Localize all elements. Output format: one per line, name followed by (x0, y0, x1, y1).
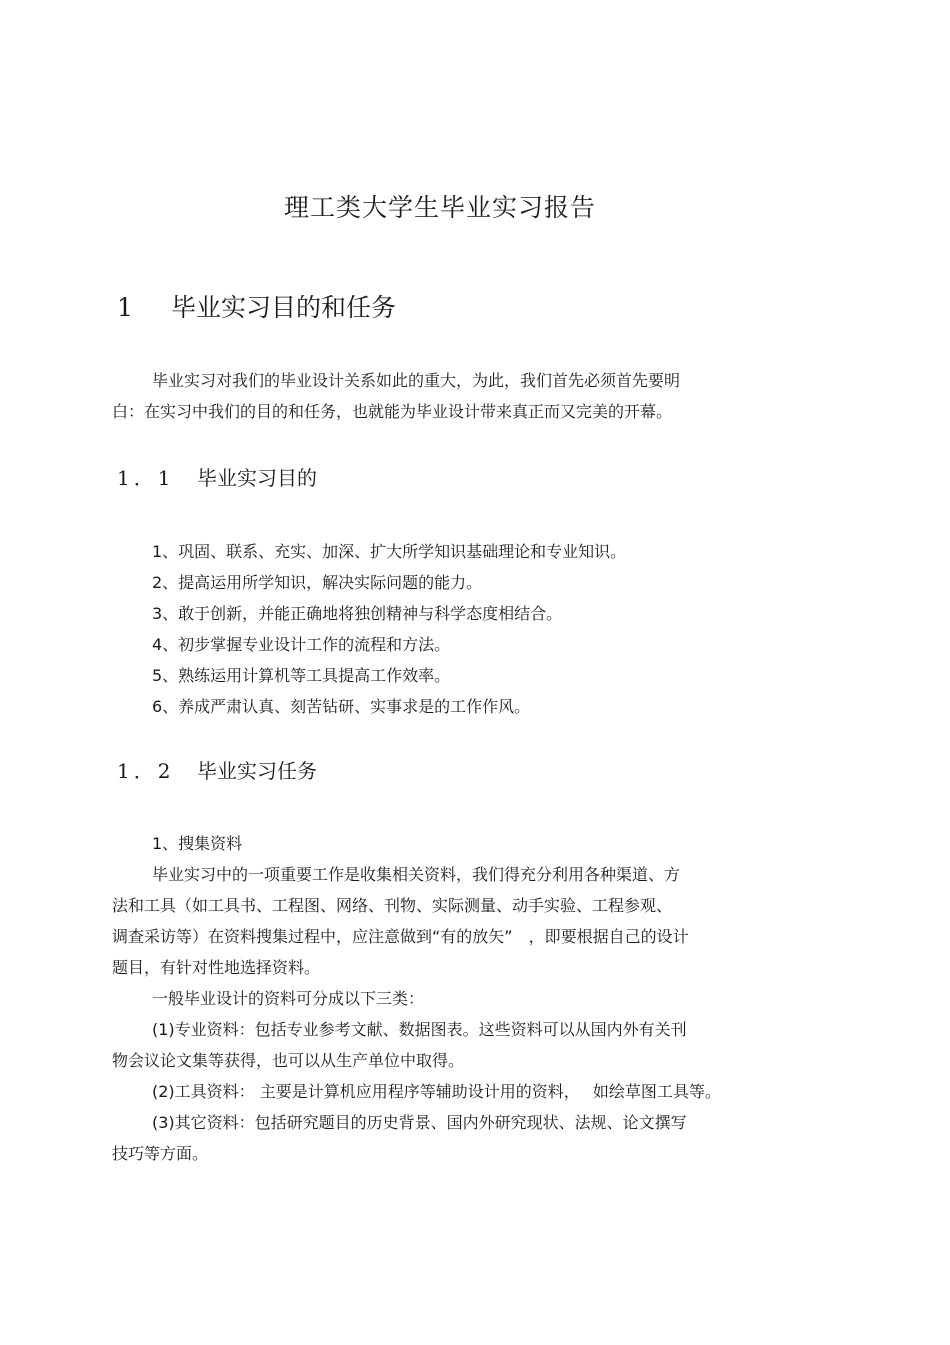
section-1-1-heading (117, 463, 317, 493)
list-item: 1、巩固、联系、充实、加深、扩大所学知识基础理论和专业知识。 (152, 542, 627, 561)
list-item: 5、熟练运用计算机等工具提高工作效率。 (152, 666, 451, 685)
section-1-2-body (112, 828, 812, 1169)
paragraph-line: 毕业实习对我们的毕业设计关系如此的重大，为此，我们首先必须首先要明 (152, 371, 681, 390)
paragraph-line: 物会议论文集等获得，也可以从生产单位中取得。 (112, 1051, 465, 1070)
list-item: 4、初步掌握专业设计工作的流程和方法。 (152, 635, 451, 654)
section-1-heading (117, 290, 396, 326)
section-1-2-number: 1．2 (117, 759, 175, 783)
paragraph-line: 技巧等方面。 (112, 1144, 209, 1163)
section-1-1-number: 1．1 (117, 466, 175, 490)
list-item: 3、敢于创新，并能正确地将独创精神与科学态度相结合。 (152, 604, 563, 623)
section-1-2-title: 毕业实习任务 (197, 759, 317, 783)
section-1-1-title: 毕业实习目的 (197, 466, 317, 490)
section-1-2-heading (117, 756, 317, 786)
paragraph-line: (2)工具资料： 主要是计算机应用程序等辅助设计用的资料， 如绘草图工具等。 (152, 1082, 721, 1101)
paragraph-line: 毕业实习中的一项重要工作是收集相关资料，我们得充分利用各种渠道、方 (152, 865, 681, 884)
paragraph-line: 白：在实习中我们的目的和任务，也就能为毕业设计带来真正而又完美的开幕。 (112, 402, 673, 421)
section-1-intro-paragraph (112, 365, 812, 427)
paragraph-line: (3)其它资料：包括研究题目的历史背景、国内外研究现状、法规、论文撰写 (152, 1113, 687, 1132)
paragraph-line: 一般毕业设计的资料可分成以下三类： (152, 989, 425, 1008)
objectives-list (152, 536, 626, 722)
list-item: 6、养成严肃认真、刻苦钻研、实事求是的工作作风。 (152, 697, 531, 716)
paragraph-line: 1、搜集资料 (152, 834, 243, 853)
paragraph-line: 法和工具（如工具书、工程图、网络、刊物、实际测量、动手实验、工程参观、 (112, 896, 673, 915)
document-title: 理工类大学生毕业实习报告 (283, 193, 596, 222)
paragraph-line: 题目，有针对性地选择资料。 (112, 958, 321, 977)
list-item: 2、提高运用所学知识，解决实际问题的能力。 (152, 573, 483, 592)
paragraph-line: (1)专业资料：包括专业参考文献、数据图表。这些资料可以从国内外有关刊 (152, 1020, 687, 1039)
paragraph-line: 调查采访等）在资料搜集过程中，应注意做到“有的放矢” ，即要根据自己的设计 (112, 927, 689, 946)
section-1-title: 毕业实习目的和任务 (171, 293, 397, 322)
section-1-number: 1 (117, 293, 137, 322)
